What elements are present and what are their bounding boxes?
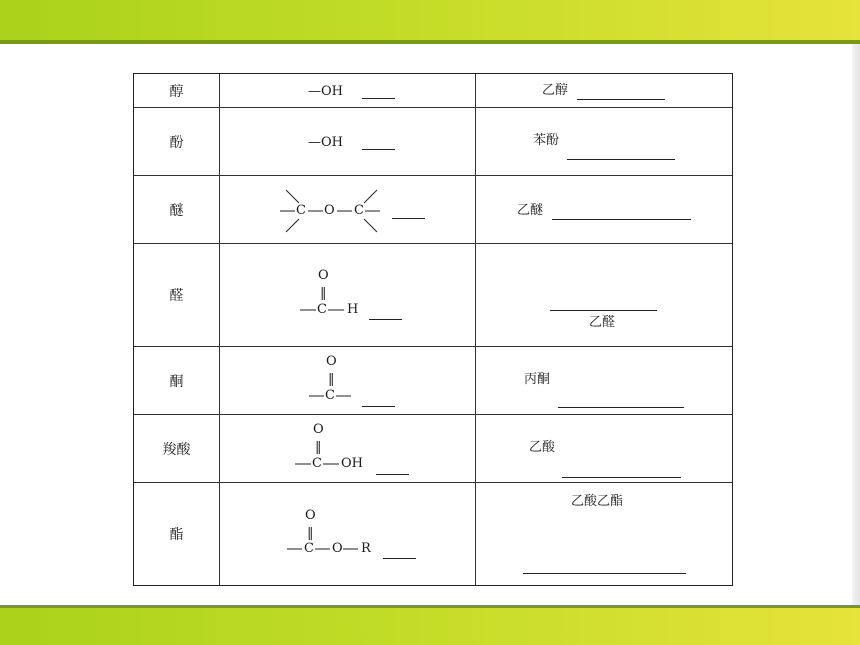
carbonyl-oxygen: O	[326, 354, 337, 369]
class-label: 醇	[169, 83, 184, 100]
example-label: 乙酸	[529, 440, 556, 455]
class-label: 醛	[169, 288, 184, 304]
carbonyl-carbon: C	[304, 541, 314, 556]
group-formula: —OH	[308, 84, 343, 99]
answer-blank	[362, 98, 395, 99]
example-label: 苯酚	[533, 133, 560, 148]
example-label: 乙醛	[589, 315, 616, 330]
example-cell-phenol	[476, 108, 732, 176]
group-cell-ester	[220, 483, 476, 585]
answer-blank	[567, 159, 675, 160]
example-label: 乙醇	[542, 83, 569, 98]
example-label: 乙醚	[517, 203, 544, 218]
class-label: 醚	[169, 202, 184, 219]
answer-blank	[558, 407, 684, 408]
answer-blank	[523, 573, 686, 574]
group-cell-alcohol	[220, 74, 476, 108]
example-label: 乙酸乙酯	[571, 494, 624, 509]
group-cell-ether	[220, 176, 476, 244]
answer-blank	[376, 474, 409, 475]
carbonyl-oxygen: O	[318, 268, 329, 283]
class-cell-aldehyde	[134, 244, 220, 347]
answer-blank	[552, 219, 691, 220]
double-bond-mark: ‖	[328, 372, 335, 387]
answer-blank	[550, 310, 657, 311]
carbonyl-carbon: C	[325, 388, 335, 403]
functional-group-table	[133, 73, 733, 586]
double-bond-mark: ‖	[307, 526, 314, 541]
class-cell-carboxylic-acid	[134, 415, 220, 483]
ether-carbon-left: C	[296, 203, 306, 218]
group-cell-aldehyde	[220, 244, 476, 347]
ketone-bond-lines	[220, 347, 476, 415]
double-bond-mark: ‖	[320, 286, 327, 301]
top-band-line	[0, 40, 860, 44]
class-label: 酯	[169, 527, 184, 543]
ether-oxygen: O	[324, 203, 335, 218]
example-cell-aldehyde	[476, 244, 732, 347]
class-cell-alcohol	[134, 74, 220, 108]
example-label: 丙酮	[524, 372, 551, 387]
bottom-decorative-band	[0, 608, 860, 645]
double-bond-mark: ‖	[315, 440, 322, 455]
carbonyl-oxygen: O	[313, 422, 324, 437]
answer-blank	[577, 99, 665, 100]
hydroxyl-group: OH	[341, 456, 363, 471]
class-label: 羧酸	[162, 441, 191, 458]
carbonyl-carbon: C	[317, 302, 327, 317]
ether-bond-lines	[220, 176, 476, 244]
answer-blank	[392, 218, 425, 219]
ether-carbon-right: C	[354, 203, 364, 218]
answer-blank	[362, 149, 395, 150]
ester-bond-lines	[220, 483, 476, 585]
top-decorative-band	[0, 0, 860, 40]
class-cell-ether	[134, 176, 220, 244]
class-cell-ester	[134, 483, 220, 585]
example-cell-ether	[476, 176, 732, 244]
carbonyl-oxygen: O	[305, 508, 316, 523]
example-cell-ketone	[476, 347, 732, 415]
answer-blank	[362, 406, 395, 407]
ester-oxygen: O	[332, 541, 343, 556]
carboxyl-bond-lines	[220, 415, 476, 483]
right-edge-strip	[852, 44, 860, 605]
example-cell-carboxylic-acid	[476, 415, 732, 483]
class-cell-ketone	[134, 347, 220, 415]
answer-blank	[383, 558, 416, 559]
alkyl-group-r: R	[361, 541, 371, 556]
answer-blank	[369, 319, 402, 320]
class-label: 酮	[169, 373, 184, 390]
aldehyde-hydrogen: H	[347, 302, 359, 317]
carbonyl-carbon: C	[312, 456, 322, 471]
group-formula: —OH	[308, 135, 343, 150]
class-cell-phenol	[134, 108, 220, 176]
aldehyde-bond-lines	[220, 244, 476, 347]
answer-blank	[562, 477, 681, 478]
example-cell-alcohol	[476, 74, 732, 108]
class-label: 酚	[169, 134, 184, 151]
group-cell-carboxylic-acid	[220, 415, 476, 483]
group-cell-ketone	[220, 347, 476, 415]
example-cell-ester	[476, 483, 732, 585]
group-cell-phenol	[220, 108, 476, 176]
